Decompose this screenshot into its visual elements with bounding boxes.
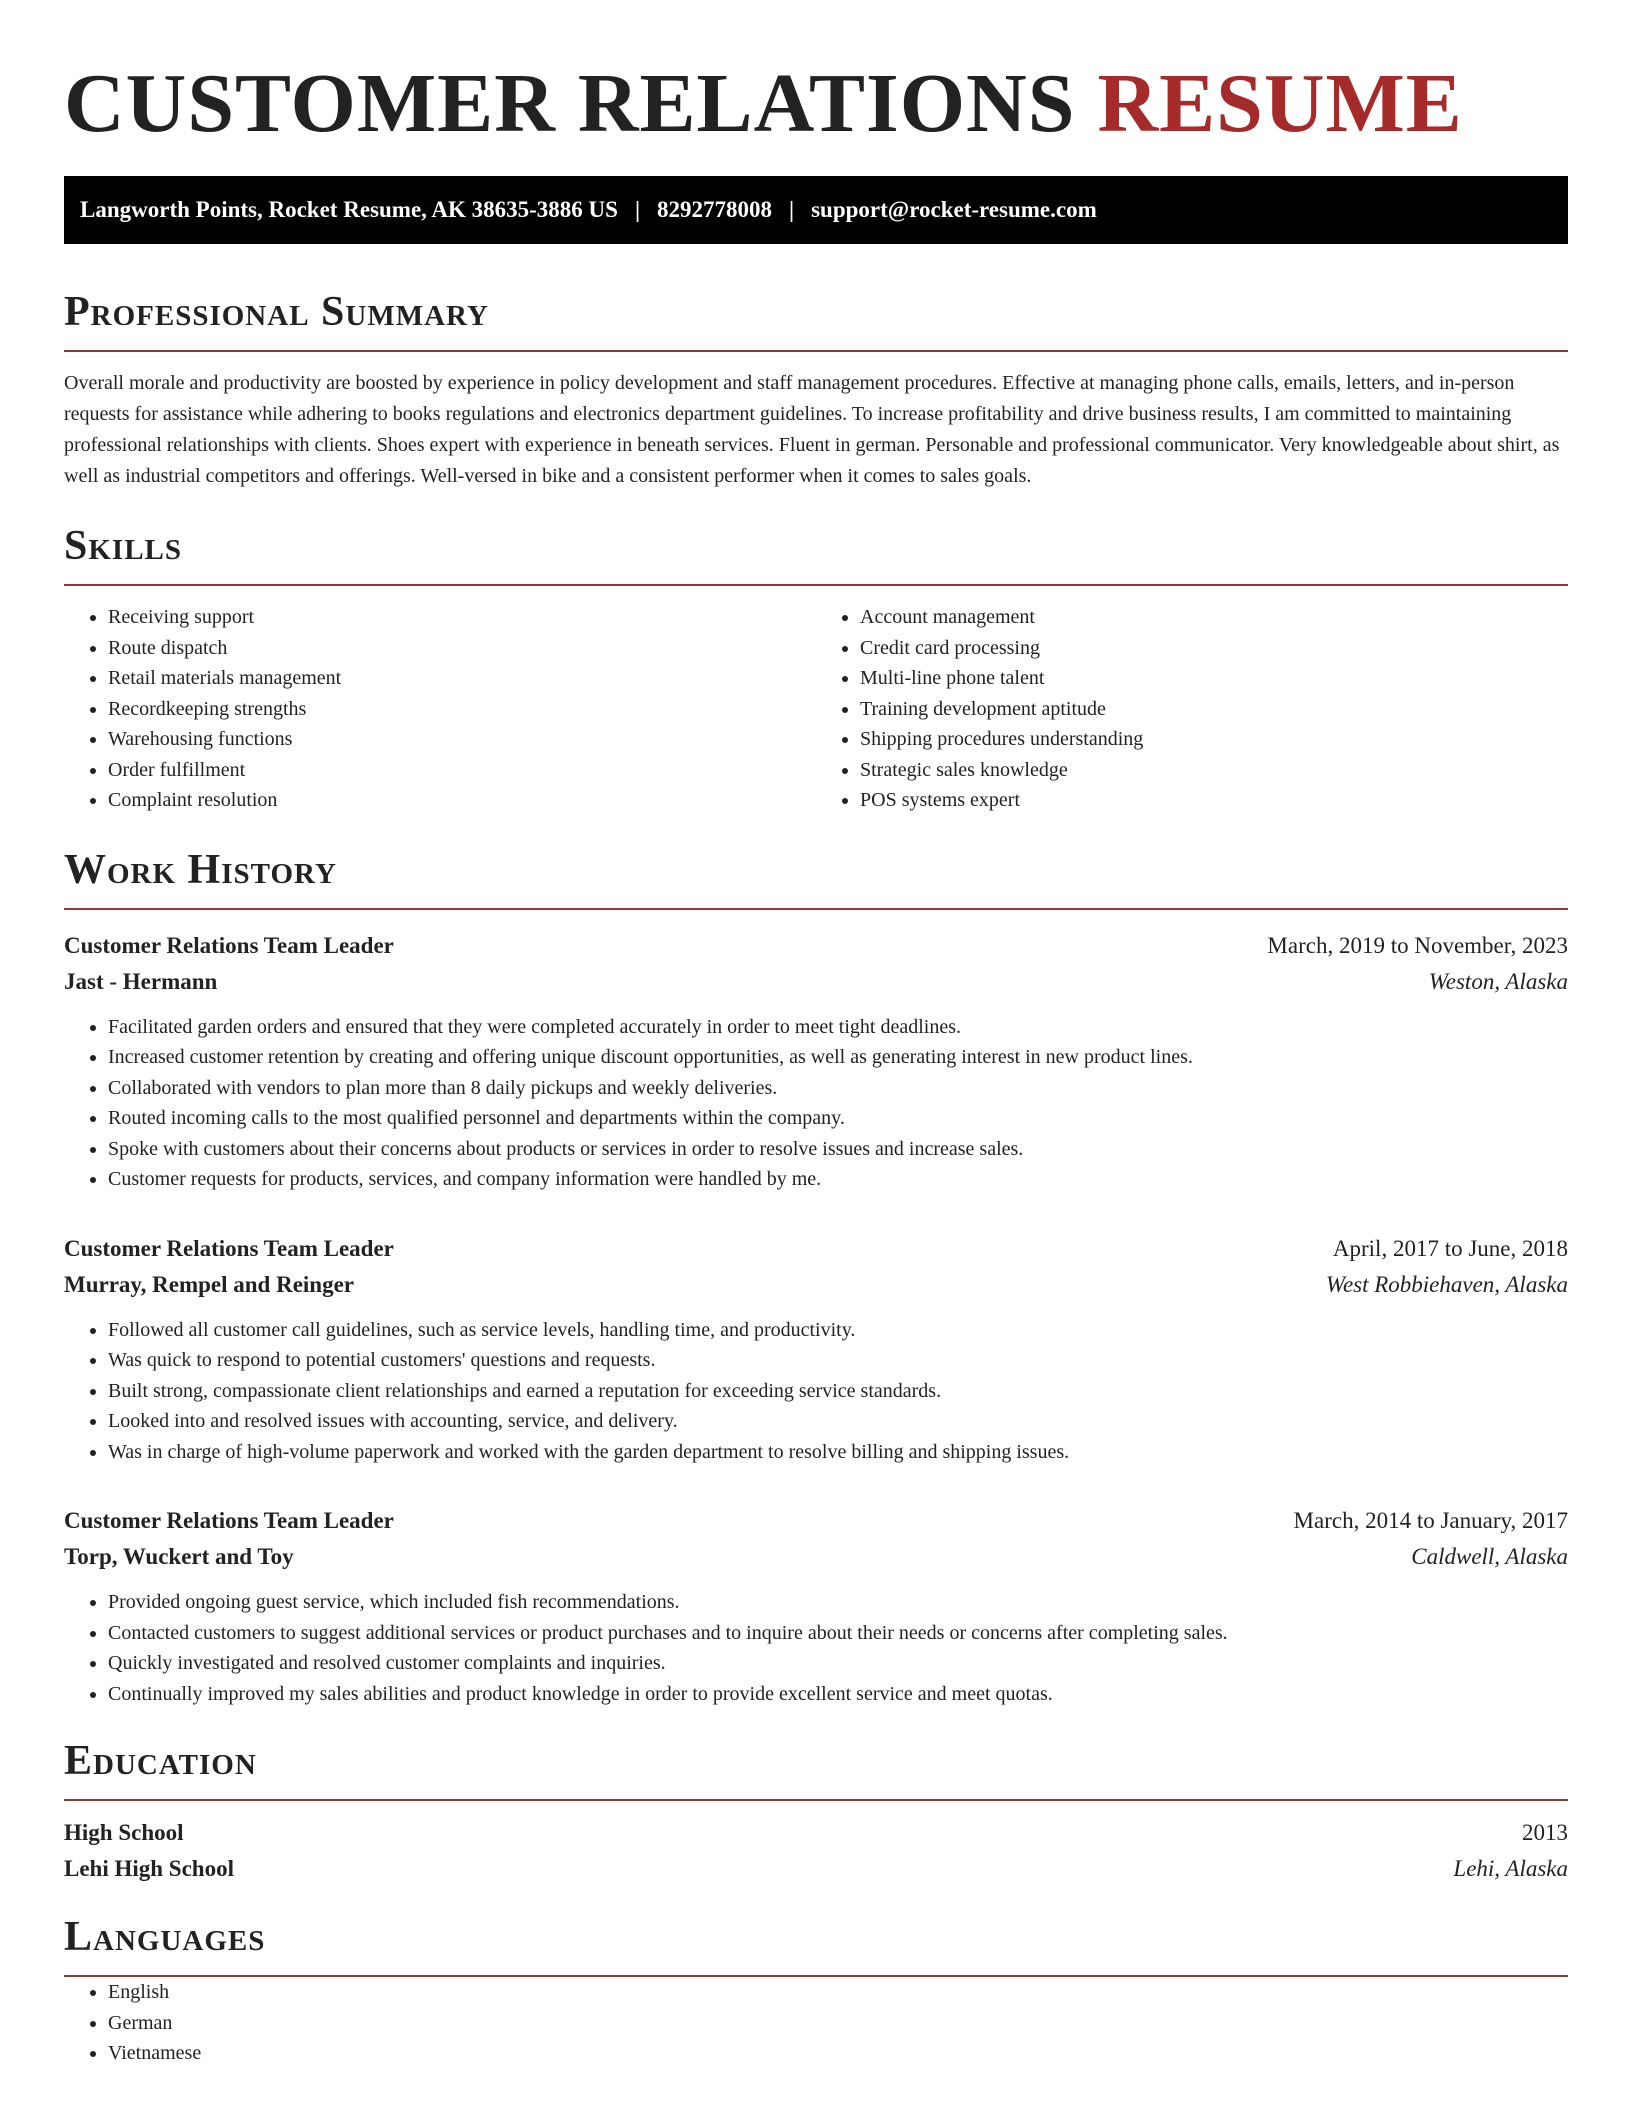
education-year: 2013 [1522,1820,1568,1845]
job-header-row [64,1231,1568,1267]
job-duty: • Contacted customers to suggest additional services or product purchases and to inquire about their needs or concerns after completing sales. [108,1618,1568,1649]
work-history-section [64,846,1568,1710]
job-dates: March, 2014 to January, 2017 [1293,1508,1568,1533]
job-duty: • Continually improved my sales abilities and product knowledge in order to provide excellent service and meet quotas. [108,1679,1568,1710]
contact-bar [64,176,1568,244]
skill-item: • Order fulfillment [108,755,816,786]
job-title: Customer Relations Team Leader [64,932,394,958]
contact-email: support@rocket-resume.com [811,197,1097,222]
job-duties-list [64,1315,1568,1468]
job-dates: April, 2017 to June, 2018 [1332,1235,1568,1261]
skill-item: • Account management [860,602,1568,633]
job-header-row [64,928,1568,964]
section-divider [64,1799,1568,1801]
job-company: Murray, Rempel and Reinger [64,1271,355,1297]
job-duties-list [64,1012,1568,1195]
skill-item: • Recordkeeping strengths [108,694,816,725]
job-company-row [64,1539,1568,1575]
job-entry [64,1503,1568,1709]
job-title: Customer Relations Team Leader [64,1235,394,1261]
contact-address: Langworth Points, Rocket Resume, AK 38635-3886 US [80,197,618,222]
job-duty: • Routed incoming calls to the most qualified personnel and departments within the company. [108,1103,1568,1134]
skills-list-left [64,602,816,816]
language-item: • German [108,2008,1568,2039]
education-location: Lehi, Alaska [1453,1856,1568,1881]
section-divider [64,584,1568,586]
education-entry [64,1815,1568,1887]
job-duty: • Spoke with customers about their concerns about products or services in order to resolve issues and increase sales. [108,1134,1568,1165]
skills-list-right [816,602,1568,816]
languages-heading: Languages [64,1914,266,1960]
summary-heading: Professional Summary [64,289,489,335]
skill-item: • Warehousing functions [108,724,816,755]
skills-section [64,522,1568,816]
skill-item: • Credit card processing [860,633,1568,664]
skill-item: • Route dispatch [108,633,816,664]
job-company-row [64,1267,1568,1303]
education-school: Lehi High School [64,1856,234,1881]
job-location: West Robbiehaven, Alaska [1325,1271,1568,1297]
job-title: Customer Relations Team Leader [64,1508,394,1533]
skills-columns [64,602,1568,816]
job-location: Caldwell, Alaska [1411,1544,1568,1569]
language-item: • English [108,1977,1568,2008]
title-accent: RESUME [1097,57,1463,150]
page-title [64,56,1568,152]
job-duty: • Looked into and resolved issues with accounting, service, and delivery. [108,1406,1568,1437]
skill-item: • Retail materials management [108,663,816,694]
job-company: Torp, Wuckert and Toy [64,1544,294,1569]
languages-list [64,1977,1568,2069]
job-company: Jast - Hermann [64,968,218,994]
job-company-row [64,964,1568,1000]
summary-text: Overall morale and productivity are boosted by experience in policy development and staff management procedures. Effective at managing phone calls, emails, letters, and in-person requests for assistance while adhering to books regulations and electronics department guidelines. To increase profitability and drive business results, I am committed to maintaining professional relationships with clients. Shoes expert with experience in beneath services. Fluent in german. Personable and professional communicator. Very knowledgeable about shirt, as well as industrial competitors and offerings. Well-versed in bike and a consistent performer when it comes to sales goals. [64,372,1560,487]
job-entry [64,1231,1568,1468]
education-school-row [64,1851,1568,1887]
skill-item: • Complaint resolution [108,785,816,816]
job-dates: March, 2019 to November, 2023 [1267,932,1568,958]
education-heading: Education [64,1738,257,1784]
skill-item: • Strategic sales knowledge [860,755,1568,786]
contact-phone: 8292778008 [657,197,773,222]
section-divider [64,350,1568,352]
title-main: CUSTOMER RELATIONS [64,57,1076,150]
job-duty: • Was in charge of high-volume paperwork and worked with the garden department to resolve billing and shipping issues. [108,1437,1568,1468]
contact-separator: | [789,197,795,222]
skill-item: • Shipping procedures understanding [860,724,1568,755]
job-duty: • Increased customer retention by creating and offering unique discount opportunities, as well as generating interest in new product lines. [108,1042,1568,1073]
job-duty: • Customer requests for products, services, and company information were handled by me. [108,1164,1568,1195]
skills-heading: Skills [64,523,183,569]
job-duty: • Built strong, compassionate client relationships and earned a reputation for exceeding service standards. [108,1376,1568,1407]
education-degree: High School [64,1820,184,1845]
languages-section [64,1913,1568,2069]
skill-item: • POS systems expert [860,785,1568,816]
skill-item: • Multi-line phone talent [860,663,1568,694]
job-duty: • Was quick to respond to potential customers' questions and requests. [108,1345,1568,1376]
job-duty: • Collaborated with vendors to plan more than 8 daily pickups and weekly deliveries. [108,1073,1568,1104]
education-section [64,1737,1568,1887]
job-duty: • Provided ongoing guest service, which included fish recommendations. [108,1587,1568,1618]
job-duties-list [64,1587,1568,1709]
skill-item: • Training development aptitude [860,694,1568,725]
summary-section [64,288,1568,492]
education-degree-row [64,1815,1568,1851]
language-item: • Vietnamese [108,2038,1568,2069]
job-duty: • Quickly investigated and resolved customer complaints and inquiries. [108,1648,1568,1679]
job-location: Weston, Alaska [1428,968,1568,994]
job-entry [64,928,1568,1195]
contact-separator: | [634,197,641,222]
job-duty: • Facilitated garden orders and ensured that they were completed accurately in order to meet tight deadlines. [108,1012,1568,1043]
job-header-row [64,1503,1568,1539]
job-duty: • Followed all customer call guidelines, such as service levels, handling time, and productivity. [108,1315,1568,1346]
skill-item: • Receiving support [108,602,816,633]
work-history-heading: Work History [64,846,337,893]
section-divider [64,908,1568,910]
